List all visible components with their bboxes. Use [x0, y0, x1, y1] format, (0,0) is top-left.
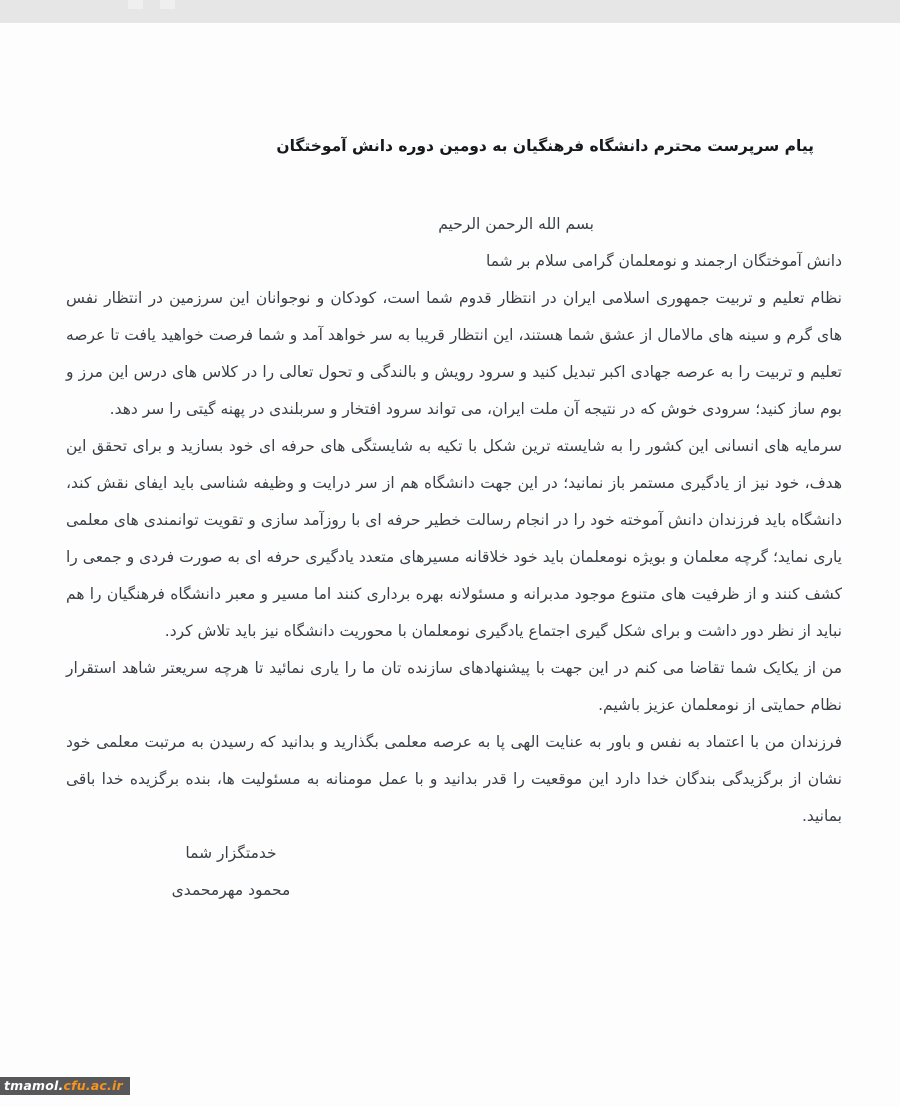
letter-paragraph: من از یکایک شما تقاضا می کنم در این جهت با پیشنهادهای سازنده تان ما را یاری نمائید تا هرچه سریعتر شاهد استقرار نظام حمایتی از نومعلمان عزیز باشیم. [66, 659, 842, 714]
letter-body [0, 136, 900, 909]
top-gray-strip [0, 0, 900, 23]
letter-paragraph: سرمایه های انسانی این کشور را به شایسته ترین شکل با تکیه به شایستگی های حرفه ای خود بسازید و برای تحقق این هدف، خود نیز از یادگیری مستمر باز نمانید؛ در این جهت دانشگاه هم از سر درایت و وظیفه شناسی باید ایفای نقش کند، دانشگاه باید فرزندان دانش آموخته خود را در انجام رسالت خطیر حرفه ای با روزآمد سازی و تقویت توانمندی های معلمی یاری نماید؛ گرچه معلمان و بویژه نومعلمان باید خود خلاقانه مسیرهای متعدد یادگیری حرفه ای به صورت فردی و جمعی را کشف کنند و از ظرفیت های متنوع موجود مدبرانه و مسئولانه بهره برداری کنند اما مسیر و معبر دانشگاه فرهنگیان را هم نباید از نظر دور داشت و برای شکل گیری اجتماع یادگیری نومعلمان با محوریت دانشگاه نیز باید تلاش کرد. [66, 437, 842, 640]
letter-title: پیام سرپرست محترم دانشگاه فرهنگیان به دومین دوره دانش آموختگان [276, 137, 814, 155]
top-strip-square [160, 0, 175, 9]
letter-paragraph: نظام تعلیم و تربیت جمهوری اسلامی ایران در انتظار قدوم شما است، کودکان و نوجوانان این سرزمین در انتظار نفس های گرم و سینه های مالامال از عشق شما هستند، این انتظار قریبا به سر خواهد آمد و شما فرصت خواهید یافت تا عرصه تعلیم و تربیت را به عرصه جهادی اکبر تبدیل کنید و سرود رویش و بالندگی و تحول تعالی را در کلاس های درس این مرز و بوم ساز کنید؛ سرودی خوش که در نتیجه آن ملت ایران، می تواند سرود افتخار و سربلندی در پهنه گیتی را سر دهد. [66, 289, 842, 418]
letter-paragraph: فرزندان من با اعتماد به نفس و باور به عنایت الهی پا به عرصه معلمی بگذارید و بدانید که رسیدن به مرتبت معلمی خود نشان از برگزیدگی بندگان خدا دارد این موقعیت را قدر بدانید و با عمل مومنانه به مسئولیت ها، بنده برگزیده خدا باقی بمانید. [66, 733, 842, 825]
greeting-line: دانش آموختگان ارجمند و نومعلمان گرامی سلام بر شما [485, 252, 842, 270]
signature-closing: خدمتگزار شما [185, 844, 277, 862]
bismillah-line: بسم الله الرحمن الرحیم [438, 215, 594, 233]
signature-name: محمود مهرمحمدی [171, 881, 291, 899]
signature-block [66, 835, 396, 909]
top-strip-square [128, 0, 143, 9]
watermark-site-domain: cfu.ac.ir [63, 1078, 123, 1093]
watermark-site-prefix: tmamol. [4, 1078, 64, 1093]
watermark-bar [0, 1077, 130, 1095]
